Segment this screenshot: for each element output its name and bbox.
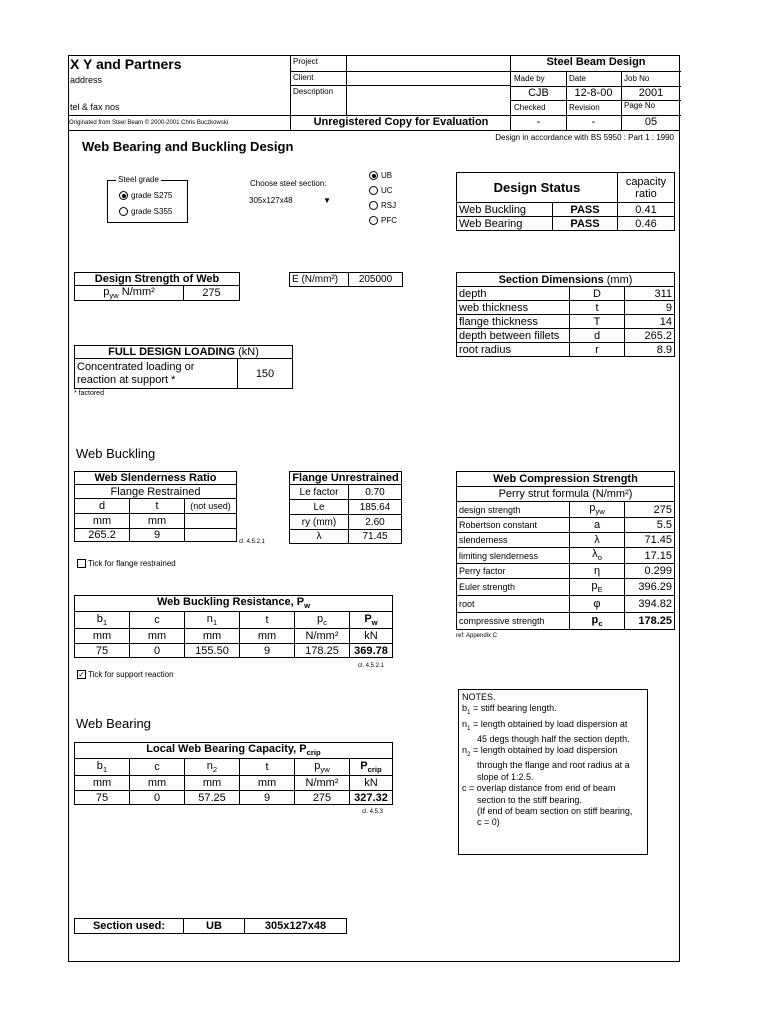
comp-symbol: λ <box>570 533 625 548</box>
bearing-title: Local Web Bearing Capacity, $P_{crip}$ <box>75 743 393 759</box>
grade-s355-radio[interactable] <box>119 207 172 216</box>
checked-label: Checked <box>514 103 546 112</box>
divider <box>511 71 681 72</box>
radio-icon <box>369 186 378 195</box>
choose-section-label: Choose steel section: <box>250 179 327 188</box>
col-header: $b_1$ <box>75 759 130 776</box>
unit-cell: kN <box>350 629 393 644</box>
project-label: Project <box>293 57 318 66</box>
unit-cell: mm <box>240 629 295 644</box>
comp-value: 17.15 <box>625 548 675 564</box>
modulus-value[interactable]: 205000 <box>349 273 403 287</box>
comp-name: compressive strength <box>457 613 570 630</box>
web-bearing-heading: Web Bearing <box>76 716 151 731</box>
col-header: $p_{yw}$ <box>295 759 350 776</box>
dim-value: 14 <box>625 315 675 329</box>
section-type-group <box>369 171 397 231</box>
col-header: t <box>130 499 185 514</box>
page-no-value: 05 <box>644 116 658 128</box>
type-uc-radio[interactable] <box>369 186 397 201</box>
status-name: Web Bearing <box>457 217 553 231</box>
comp-value: 275 <box>625 502 675 518</box>
checked-value: - <box>536 116 541 128</box>
modulus-label: E (N/mm²) <box>290 273 349 287</box>
unit-cell: mm <box>130 776 185 791</box>
comp-symbol: $\lambda_o$ <box>570 548 625 564</box>
project-box <box>290 55 510 130</box>
radio-icon <box>369 201 378 210</box>
design-strength-title: Design Strength of Web <box>75 273 240 286</box>
radio-selected-icon <box>119 191 128 200</box>
radio-icon <box>119 207 128 216</box>
value-cell[interactable]: 0 <box>130 644 185 658</box>
flange-unrestrained-title: Flange Unrestrained <box>290 472 402 485</box>
loading-unit: (kN) <box>238 346 259 358</box>
section-used-table <box>74 918 347 934</box>
revision-value: - <box>591 116 596 128</box>
status-ratio: 0.41 <box>618 203 675 217</box>
value-cell: 75 <box>75 791 130 805</box>
comp-symbol: η <box>570 564 625 579</box>
dim-value: 311 <box>625 287 675 301</box>
status-name: Web Buckling <box>457 203 553 217</box>
value-cell: 9 <box>240 644 295 658</box>
section-used-type: UB <box>184 919 245 934</box>
dim-name: depth between fillets <box>457 329 570 343</box>
page-no-label: Page No <box>624 101 656 110</box>
note-line: $n_1$ = length obtained by load dispersion at <box>462 718 628 732</box>
note-line: 45 degs though half the section depth. <box>477 733 630 744</box>
check-icon: ✓ <box>78 670 85 680</box>
col-header: t <box>240 612 295 629</box>
fu-value: 71.45 <box>349 530 402 544</box>
divider <box>291 71 511 72</box>
value-cell: 57.25 <box>185 791 240 805</box>
value-cell: 327.32 <box>350 791 393 805</box>
col-header: $b_1$ <box>75 612 130 629</box>
unit-cell: mm <box>185 629 240 644</box>
section-select[interactable] <box>249 196 331 205</box>
status-result: PASS <box>553 217 618 231</box>
comp-name: design strength <box>457 502 570 518</box>
notes-title: NOTES. <box>462 692 496 702</box>
divider <box>566 71 567 130</box>
section-select-value: 305x127x48 <box>249 196 293 205</box>
date-value: 12-8-00 <box>574 87 613 99</box>
col-header: $P_{crip}$ <box>350 759 393 776</box>
design-strength-value[interactable]: 275 <box>184 286 240 301</box>
col-header: t <box>240 759 295 776</box>
page-title: Web Bearing and Buckling Design <box>82 139 294 154</box>
value-cell: 275 <box>295 791 350 805</box>
grade-s275-label: grade S275 <box>131 191 173 200</box>
dim-value: 8.9 <box>625 343 675 357</box>
client-label: Client <box>293 73 314 82</box>
comp-name: root <box>457 596 570 613</box>
comp-value: 394.82 <box>625 596 675 613</box>
note-line: c = overlap distance from end of beam <box>462 783 616 794</box>
web-buckling-heading: Web Buckling <box>76 446 156 461</box>
value-cell <box>185 529 237 542</box>
revision-label: Revision <box>569 103 600 112</box>
value-cell: 9 <box>130 529 185 542</box>
note-line: (If end of beam section on stiff bearing, <box>477 806 633 817</box>
comp-symbol: $p_E$ <box>570 579 625 596</box>
tick-support-label: Tick for support reaction <box>88 670 174 679</box>
unregistered-banner: Unregistered Copy for Evaluation <box>313 116 489 128</box>
value-cell: 265.2 <box>75 529 130 542</box>
fu-value: 185.64 <box>349 500 402 515</box>
comp-value: 396.29 <box>625 579 675 596</box>
loading-title-text: FULL DESIGN LOADING <box>108 346 236 358</box>
comp-value: 71.45 <box>625 533 675 548</box>
col-header: $n_2$ <box>185 759 240 776</box>
note-line: slope of 1:2.5. <box>477 771 534 782</box>
flange-unrestrained-table <box>289 471 402 544</box>
dim-name: root radius <box>457 343 570 357</box>
section-dims-title-text: Section Dimensions <box>498 273 604 286</box>
design-reference: Design in accordance with BS 5950 : Part 1 : 1990 <box>495 133 674 142</box>
section-dimensions-title <box>457 273 675 287</box>
loading-title <box>75 346 293 359</box>
bearing-table <box>74 742 393 805</box>
value-cell: 0 <box>130 791 185 805</box>
company-name: X Y and Partners <box>70 56 182 72</box>
section-used-designation: 305x127x48 <box>245 919 347 934</box>
slenderness-title: Web Slenderness Ratio <box>75 472 237 485</box>
sheet-title: Steel Beam Design <box>546 56 646 68</box>
job-no-label: Job No <box>624 74 650 83</box>
design-strength-table <box>74 272 240 301</box>
dim-value: 265.2 <box>625 329 675 343</box>
comp-symbol: $p_c$ <box>570 613 625 630</box>
compression-subtitle: Perry strut formula (N/mm²) <box>457 487 675 502</box>
col-header: $P_w$ <box>350 612 393 629</box>
unit-cell: N/mm² <box>295 629 350 644</box>
section-used-label: Section used: <box>75 919 184 934</box>
type-uc-label: UC <box>381 186 393 195</box>
steel-grade-group <box>107 175 188 223</box>
slenderness-table <box>74 471 237 542</box>
dim-name: depth <box>457 287 570 301</box>
loading-table <box>74 345 293 389</box>
grade-s275-radio[interactable] <box>119 191 172 200</box>
col-header: (not used) <box>185 499 237 514</box>
unit-cell: kN <box>350 776 393 791</box>
col-header: c <box>130 612 185 629</box>
design-status-title: Design Status <box>457 173 618 203</box>
design-status-table <box>456 172 675 231</box>
section-dims-unit: (mm) <box>606 273 633 286</box>
divider <box>68 130 680 131</box>
fu-name: Le <box>290 500 349 515</box>
notes-box <box>458 689 648 855</box>
loading-label: Concentrated loading or reaction at support * <box>75 359 238 389</box>
note-line: c = 0) <box>477 817 500 828</box>
unit-cell: mm <box>75 514 130 529</box>
value-cell: 178.25 <box>295 644 350 658</box>
radio-selected-icon <box>369 171 378 180</box>
compression-table <box>456 471 675 630</box>
checkbox-icon <box>77 559 86 568</box>
note-line: section to the stiff bearing. <box>477 794 582 805</box>
tick-flange-label: Tick for flange restrained <box>88 559 176 568</box>
chevron-down-icon: ▼ <box>323 196 331 205</box>
slenderness-subtitle: Flange Restrained <box>75 485 237 499</box>
dim-value: 9 <box>625 301 675 315</box>
compression-ref: ref: Appendix C <box>456 633 498 639</box>
comp-name: Euler strength <box>457 579 570 596</box>
radio-icon <box>369 216 378 225</box>
unit-cell: mm <box>130 514 185 529</box>
comp-symbol: $p_{yw}$ <box>570 502 625 518</box>
comp-name: slenderness <box>457 533 570 548</box>
slenderness-ref: cl. 4.5.2.1 <box>239 539 266 545</box>
buckling-resistance-ref: cl. 4.5.2.1 <box>358 663 385 669</box>
comp-name: Perry factor <box>457 564 570 579</box>
modulus-table <box>289 272 403 287</box>
description-label: Description <box>293 87 334 96</box>
made-by-label: Made by <box>514 74 545 83</box>
status-result: PASS <box>553 203 618 217</box>
comp-name: Robertson constant <box>457 518 570 533</box>
dim-name: web thickness <box>457 301 570 315</box>
job-no-value: 2001 <box>638 87 664 99</box>
originated-line: Originated from Steel Beam © 2000-2001 Chris Buczkowski <box>68 115 290 130</box>
divider <box>291 85 511 86</box>
col-header: $p_c$ <box>295 612 350 629</box>
dim-symbol: D <box>570 287 625 301</box>
unit-cell: mm <box>130 629 185 644</box>
unit-cell: N/mm² <box>295 776 350 791</box>
unit-cell: mm <box>75 629 130 644</box>
comp-symbol: a <box>570 518 625 533</box>
unit-cell: mm <box>240 776 295 791</box>
divider <box>346 55 347 115</box>
type-pfc-label: PFC <box>381 216 397 225</box>
unit-cell <box>185 514 237 529</box>
unit-cell: mm <box>75 776 130 791</box>
note-line: $n_2$ = length obtained by load dispersion <box>462 745 618 759</box>
value-cell: 9 <box>240 791 295 805</box>
fu-value: 2.60 <box>349 515 402 530</box>
col-header: d <box>75 499 130 514</box>
date-label: Date <box>569 74 586 83</box>
col-header: c <box>130 759 185 776</box>
section-dimensions-table <box>456 272 675 357</box>
note-line: $b_1$ = stiff bearing length. <box>462 703 557 717</box>
fu-name: ry (mm) <box>290 515 349 530</box>
dim-symbol: r <box>570 343 625 357</box>
note-line: through the flange and root radius at a <box>477 760 630 771</box>
comp-value: 178.25 <box>625 613 675 630</box>
value-cell[interactable]: 75 <box>75 644 130 658</box>
header-block <box>68 55 680 130</box>
grade-s355-label: grade S355 <box>131 207 173 216</box>
buckling-resistance-table <box>74 595 393 658</box>
comp-name: limiting slenderness <box>457 548 570 564</box>
dim-name: flange thickness <box>457 315 570 329</box>
unit-cell: mm <box>185 776 240 791</box>
bearing-ref: cl. 4.5.3 <box>362 809 384 815</box>
fu-name: Le factor <box>290 485 349 500</box>
value-cell: 369.78 <box>350 644 393 658</box>
loading-value[interactable]: 150 <box>238 359 293 389</box>
company-address: address <box>70 75 103 85</box>
status-ratio: 0.46 <box>618 217 675 231</box>
comp-value: 0.299 <box>625 564 675 579</box>
job-info-box <box>510 55 680 130</box>
divider <box>621 71 622 130</box>
buckling-resistance-title: Web Buckling Resistance, $P_w$ <box>75 596 393 612</box>
tick-flange-restrained[interactable] <box>77 559 176 568</box>
dim-symbol: T <box>570 315 625 329</box>
type-ub-label: UB <box>381 171 393 180</box>
fu-name: λ <box>290 530 349 544</box>
design-strength-label: $p_{yw}$ N/mm² <box>75 286 184 301</box>
steel-grade-label: Steel grade <box>118 175 159 184</box>
company-telfax: tel & fax nos <box>70 102 120 112</box>
capacity-ratio-header: capacity ratio <box>618 173 675 203</box>
comp-value: 5.5 <box>625 518 675 533</box>
type-rsj-label: RSJ <box>381 201 397 210</box>
col-header: $n_1$ <box>185 612 240 629</box>
comp-symbol: φ <box>570 596 625 613</box>
dim-symbol: t <box>570 301 625 315</box>
type-ub-radio[interactable] <box>369 171 397 186</box>
type-rsj-radio[interactable] <box>369 201 397 216</box>
divider <box>511 100 681 101</box>
value-cell: 155.50 <box>185 644 240 658</box>
dim-symbol: d <box>570 329 625 343</box>
loading-footnote: * factored <box>74 390 104 397</box>
tick-support-reaction[interactable] <box>77 670 174 679</box>
type-pfc-radio[interactable] <box>369 216 397 231</box>
fu-value[interactable]: 0.70 <box>349 485 402 500</box>
compression-title: Web Compression Strength <box>457 472 675 487</box>
made-by-value: CJB <box>528 87 549 99</box>
